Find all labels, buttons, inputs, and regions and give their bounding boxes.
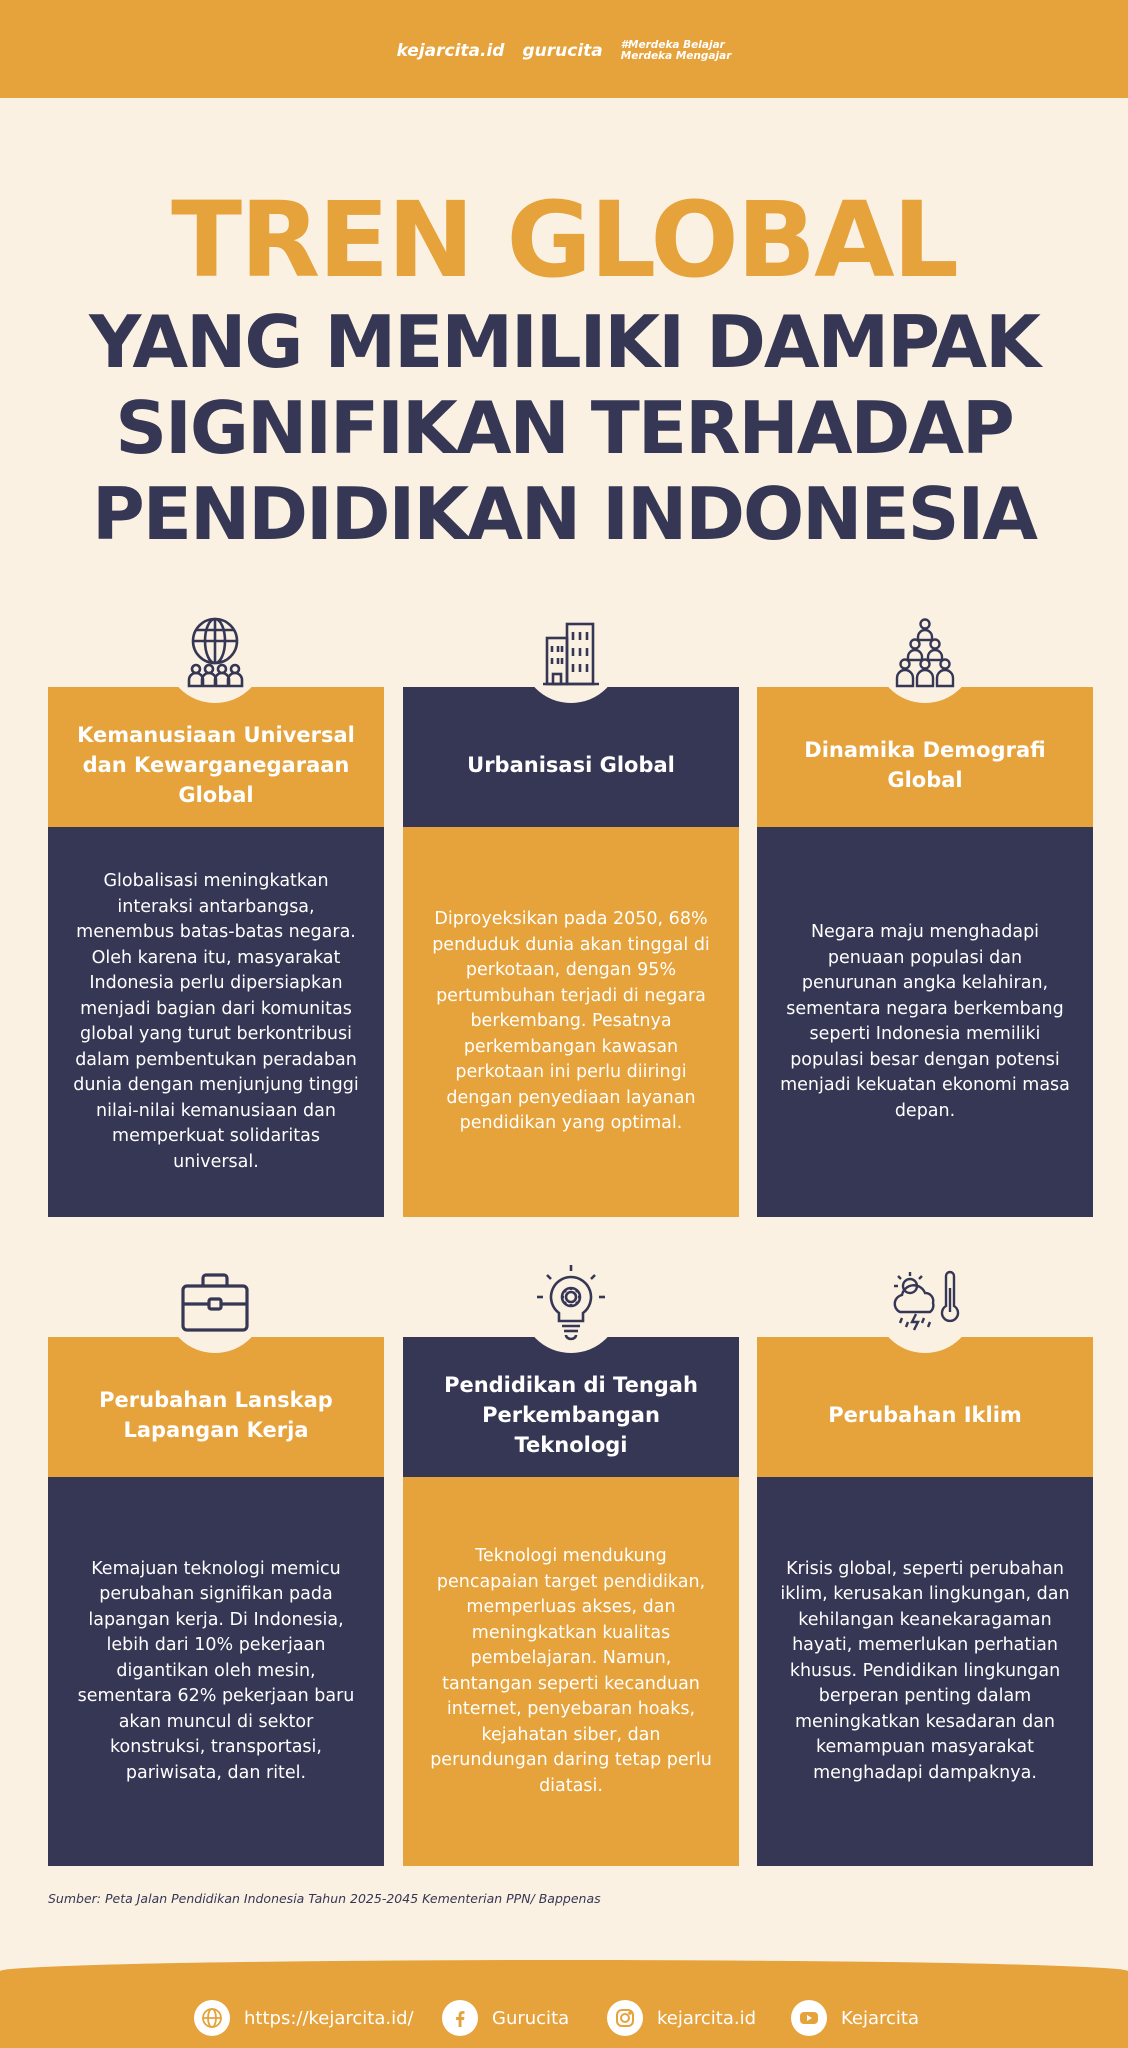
population-pyramid-icon xyxy=(875,603,975,703)
youtube-link[interactable]: Kejarcita xyxy=(841,2007,920,2029)
footer-instagram[interactable] xyxy=(607,2000,756,2036)
briefcase-icon xyxy=(165,1253,265,1353)
footer-youtube[interactable] xyxy=(791,2000,919,2036)
card-body: Kemajuan teknologi memicu perubahan signifikan pada lapangan kerja. Di Indonesia, lebih dari 10% pekerjaan digantikan oleh mesin, sementara 62% pekerjaan baru akan muncul di sektor konstruksi, transportasi, pariwisata, dan ritel. xyxy=(48,1477,384,1866)
instagram-link[interactable]: kejarcita.id xyxy=(657,2007,757,2029)
card-title: Perubahan Iklim xyxy=(757,1337,1093,1477)
title-line-4: PENDIDIKAN INDONESIA xyxy=(92,472,1036,556)
globe-icon xyxy=(194,2000,230,2036)
city-buildings-icon xyxy=(521,603,621,703)
merdeka-line-2: Merdeka Mengajar xyxy=(620,50,732,62)
website-link[interactable]: https://kejarcita.id/ xyxy=(244,2007,414,2029)
instagram-icon xyxy=(607,2000,643,2036)
card-body: Teknologi mendukung pencapaian target pendidikan, memperluas akses, dan meningkatkan kualitas pembelajaran. Namun, tantangan seperti kecanduan internet, penyebaran hoaks, kejahatan siber, dan perundungan daring tetap perlu diatasi. xyxy=(403,1477,739,1866)
card-title: Kemanusiaan Universal dan Kewarganegaraan Global xyxy=(48,687,384,827)
kejarcita-logo: kejarcita.id xyxy=(396,41,505,61)
card-body: Globalisasi meningkatkan interaksi antarbangsa, menembus batas-batas negara. Oleh karena itu, masyarakat Indonesia perlu dipersiapkan menjadi bagian dari komunitas global yang turut berkontribusi dalam pembentukan peradaban dunia dengan menjunjung tinggi nilai-nilai kemanusiaan dan memperkuat solidaritas universal. xyxy=(48,827,384,1217)
card-body: Diproyeksikan pada 2050, 68% penduduk dunia akan tinggal di perkotaan, dengan 95% pertumbuhan terjadi di negara berkembang. Pesatnya perkembangan kawasan perkotaan ini perlu diiringi dengan penyediaan layanan pendidikan yang optimal. xyxy=(403,827,739,1217)
card-body: Negara maju menghadapi penuaan populasi dan penurunan angka kelahiran, sementara negara berkembang seperti Indonesia memiliki populasi besar dengan potensi menjadi kekuatan ekonomi masa depan. xyxy=(757,827,1093,1217)
youtube-icon xyxy=(791,2000,827,2036)
card-title: Perubahan Lanskap Lapangan Kerja xyxy=(48,1337,384,1477)
facebook-link[interactable]: Gurucita xyxy=(492,2007,570,2029)
partner-logos xyxy=(0,40,1128,62)
title-line-1: TREN GLOBAL xyxy=(171,179,957,301)
card-title: Dinamika Demografi Global xyxy=(757,687,1093,827)
card-body: Krisis global, seperti perubahan iklim, kerusakan lingkungan, dan kehilangan keanekaragaman hayati, memerlukan perhatian khusus. Pendidikan lingkungan berperan penting dalam meningkatkan kesadaran dan kemampuan masyarakat menghadapi dampaknya. xyxy=(757,1477,1093,1866)
footer-website[interactable] xyxy=(194,2000,414,2036)
title-line-2: YANG MEMILIKI DAMPAK xyxy=(89,300,1039,384)
globe-people-icon xyxy=(165,603,265,703)
merdeka-belajar-logo xyxy=(621,40,732,62)
title-line-3: SIGNIFIKAN TERHADAP xyxy=(115,386,1013,470)
footer-facebook[interactable] xyxy=(442,2000,569,2036)
gurucita-logo: gurucita xyxy=(522,41,603,61)
card-title: Pendidikan di Tengah Perkembangan Teknologi xyxy=(403,1337,739,1477)
weather-thermometer-icon xyxy=(875,1253,975,1353)
merdeka-line-1: #Merdeka Belajar xyxy=(620,39,725,51)
card-title: Urbanisasi Global xyxy=(403,687,739,827)
lightbulb-gear-icon xyxy=(521,1253,621,1353)
source-citation: Sumber: Peta Jalan Pendidikan Indonesia Tahun 2025-2045 Kementerian PPN/ Bappenas xyxy=(48,1891,601,1906)
facebook-icon xyxy=(442,2000,478,2036)
